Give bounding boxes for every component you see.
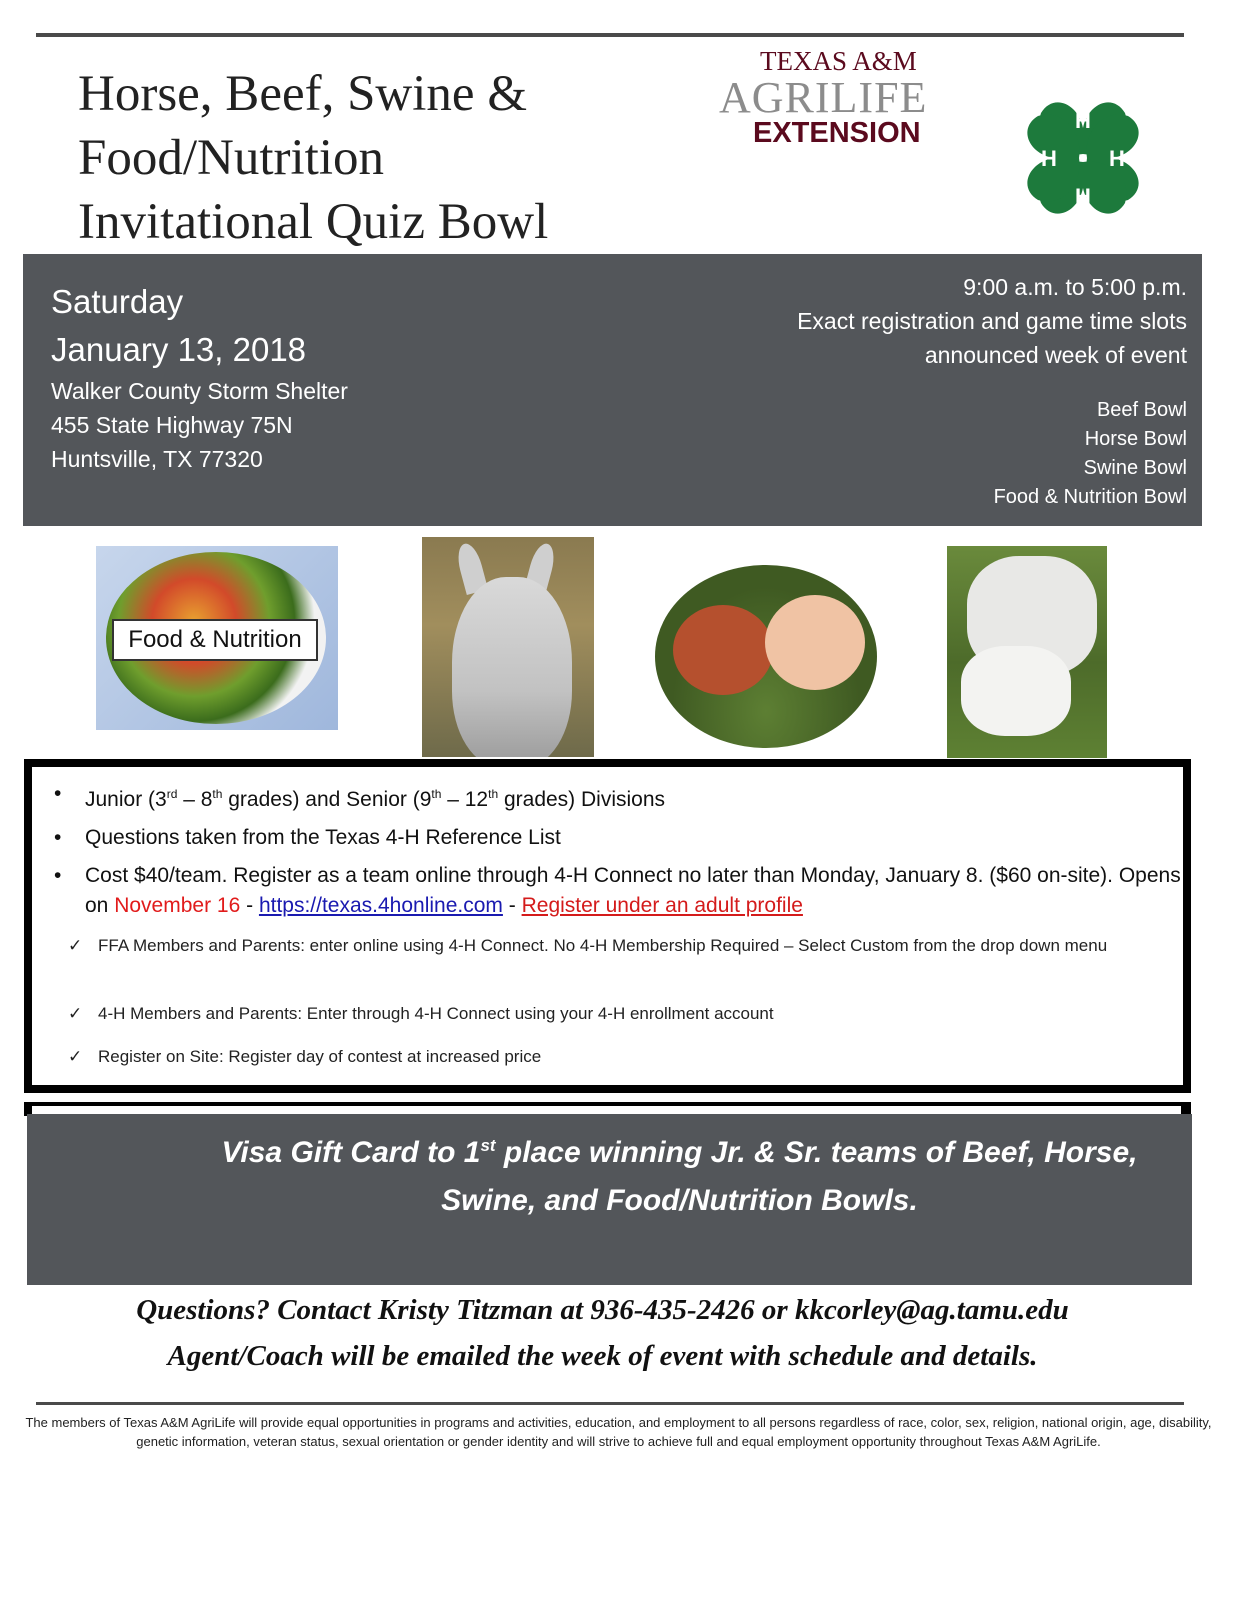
event-street: 455 State Highway 75N <box>51 412 293 438</box>
food-nutrition-photo <box>96 546 338 730</box>
bowl-item: Food & Nutrition Bowl <box>993 486 1187 508</box>
event-city: Huntsville, TX 77320 <box>51 446 263 472</box>
event-time: 9:00 a.m. to 5:00 p.m. <box>963 274 1187 300</box>
logo-line-agrilife: AGRILIFE <box>719 73 928 122</box>
event-date-location <box>51 278 348 476</box>
food-nutrition-label: Food & Nutrition <box>112 619 318 661</box>
clover-leaf-h-3: H <box>1075 184 1091 209</box>
bowl-list <box>797 396 1187 512</box>
registration-details-box <box>24 759 1191 1093</box>
checkmark-icon: ✓ <box>68 936 83 955</box>
horse-photo <box>422 537 594 757</box>
cost-text: Cost $40/team. Register as a team online through 4-H Connect no later than Monday, January 8. ($60 on-site). Opens on November 16 - https://texas.4honline.com - Register under an adult profile <box>85 864 1181 917</box>
bullet-glyph: • <box>54 864 62 887</box>
horse-head-image <box>452 577 572 757</box>
clover-leaf-h-2: H <box>1109 146 1125 171</box>
title-line-2: Food/Nutrition <box>78 130 385 186</box>
4honline-link[interactable]: https://texas.4honline.com <box>258 894 503 917</box>
adult-profile-link[interactable]: Register under an adult profile <box>521 894 803 917</box>
bullet-glyph: • <box>54 782 62 805</box>
pink-pig-image <box>765 595 865 690</box>
event-venue: Walker County Storm Shelter <box>51 378 348 404</box>
prize-line-2: Swine, and Food/Nutrition Bowls. <box>441 1184 918 1217</box>
event-day: Saturday <box>51 283 184 320</box>
swine-photo <box>655 565 877 748</box>
bowl-item: Horse Bowl <box>1084 428 1187 450</box>
bowl-item: Swine Bowl <box>1083 457 1187 479</box>
prize-line-1: Visa Gift Card to 1st place winning Jr. & Sr. teams of Beef, Horse, <box>221 1136 1138 1169</box>
event-date: January 13, 2018 <box>51 331 307 368</box>
event-time-bowls <box>797 270 1187 512</box>
checkmark-icon: ✓ <box>68 1047 83 1066</box>
questions-text: Questions taken from the Texas 4-H Reference List <box>85 826 561 849</box>
top-rule <box>36 33 1184 37</box>
agent-coach-note: Agent/Coach will be emailed the week of event with schedule and details. <box>167 1340 1038 1372</box>
agrilife-extension-logo <box>715 44 995 154</box>
event-note-line-1: Exact registration and game time slots <box>797 308 1187 334</box>
page-title <box>78 62 548 254</box>
ffa-text: FFA Members and Parents: enter online using 4-H Connect. No 4-H Membership Required – Select Custom from the drop down menu <box>98 936 1108 955</box>
title-line-1: Horse, Beef, Swine & <box>78 66 527 122</box>
clover-leaf-h-1: H <box>1075 108 1091 133</box>
4-h-clover-icon <box>1013 88 1153 228</box>
clover-leaf-h-4: H <box>1041 146 1057 171</box>
event-note-line-2: announced week of event <box>924 342 1187 368</box>
logo-line-texas-am: TEXAS A&M <box>760 46 917 76</box>
bottom-rule <box>36 1402 1184 1405</box>
bowl-item: Beef Bowl <box>1096 399 1187 421</box>
checkmark-icon: ✓ <box>68 1004 83 1023</box>
opens-date: November 16 <box>114 894 241 917</box>
prize-text <box>177 1122 1182 1225</box>
4h-members-text: 4-H Members and Parents: Enter through 4-H Connect using your 4-H enrollment account <box>98 1004 774 1023</box>
red-pig-image <box>673 605 773 695</box>
title-line-3: Invitational Quiz Bowl <box>78 194 549 250</box>
onsite-text: Register on Site: Register day of contest at increased price <box>98 1047 542 1066</box>
prize-band <box>27 1114 1192 1285</box>
event-info-band <box>23 254 1202 526</box>
equal-opportunity-disclaimer: The members of Texas A&M AgriLife will provide equal opportunities in programs and activities, education, and employment to all persons regardless of race, color, sex, religion, national origin, age, disability, genetic information, veteran status, sexual orientation or gender identity and will strive to achieve full and equal employment opportunity throughout Texas A&M AgriLife. <box>25 1415 1212 1449</box>
beef-cattle-photo <box>947 546 1107 758</box>
divisions-text: Junior (3rd – 8th grades) and Senior (9th – 12th grades) Divisions <box>85 787 666 811</box>
calf-image <box>961 646 1071 736</box>
bullet-glyph: • <box>54 826 62 849</box>
contact-info: Questions? Contact Kristy Titzman at 936-435-2426 or kkcorley@ag.tamu.edu <box>136 1294 1069 1326</box>
logo-line-extension: EXTENSION <box>753 117 921 149</box>
